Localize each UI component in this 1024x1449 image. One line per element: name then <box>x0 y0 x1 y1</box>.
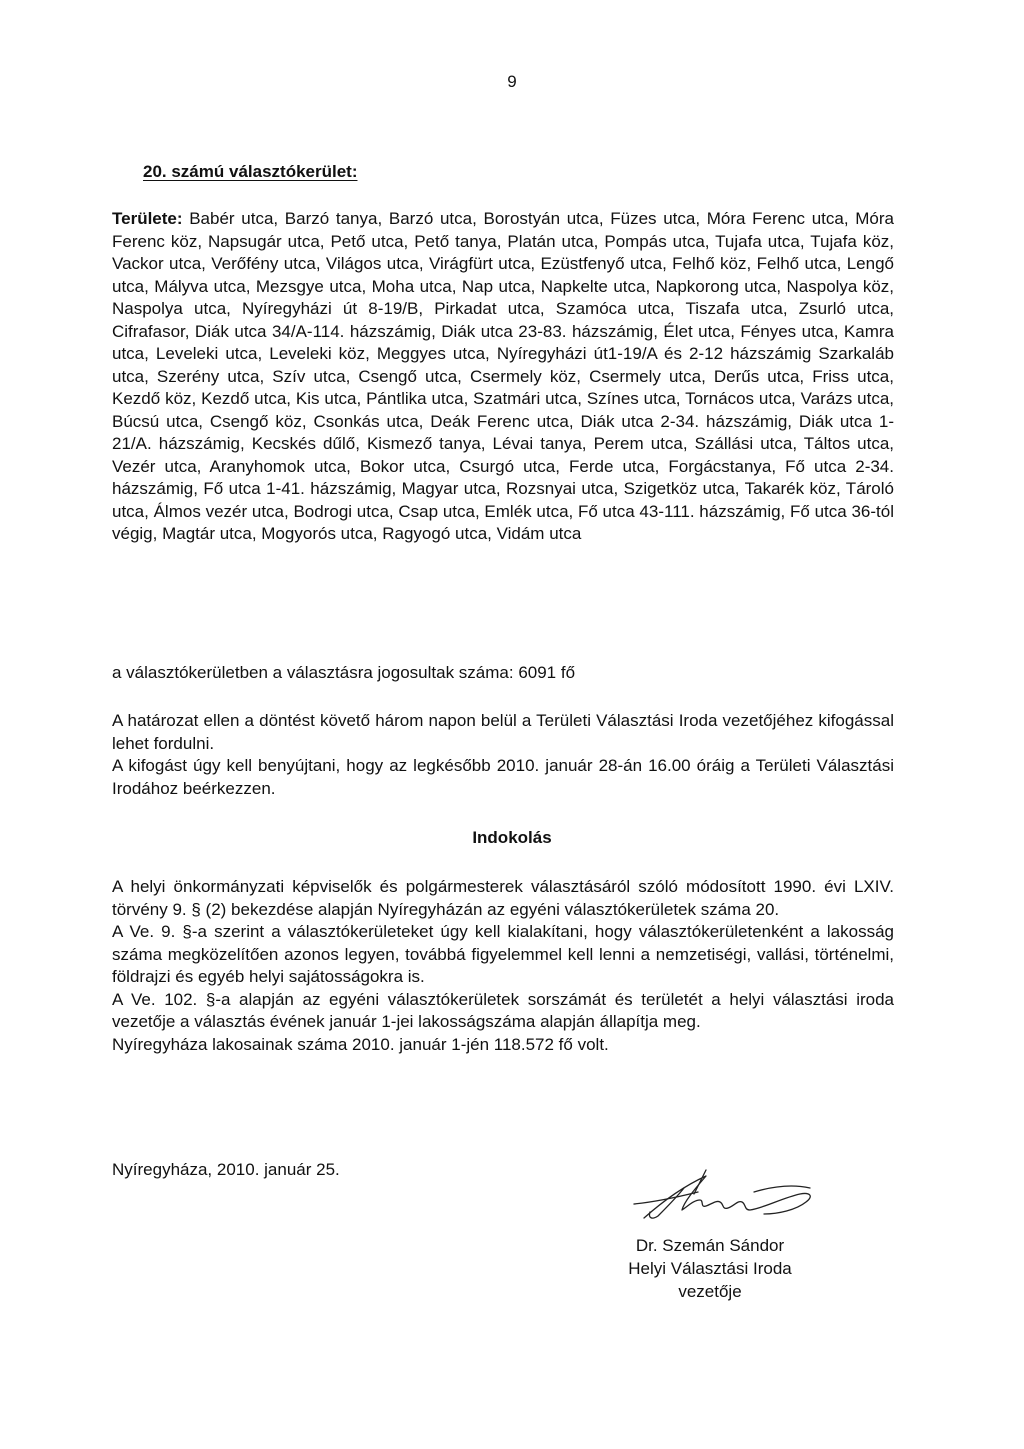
reasoning-paragraph-2: A Ve. 9. §-a szerint a választókerületeket úgy kell kialakítani, hogy választókerületenként a lakosság száma megközelítően azonos legyen, továbbá figyelemmel kell lenni a nemzetiségi, vallási, történelmi, földrajzi és egyéb helyi sajátosságokra is. <box>112 922 894 986</box>
appeal-section <box>112 710 894 800</box>
signer-block <box>560 1234 860 1303</box>
reasoning-paragraph-3: A Ve. 102. §-a alapján az egyéni választókerületek sorszámát és területét a helyi választási iroda vezetője a választás évének január 1-jei lakosságszáma alapján állapítja meg. <box>112 989 894 1031</box>
signer-role: vezetője <box>678 1282 742 1301</box>
area-text: Babér utca, Barzó tanya, Barzó utca, Borostyán utca, Füzes utca, Móra Ferenc utca, Móra Ferenc köz, Napsugár utca, Pető utca, Pető tanya, Platán utca, Pompás utca, Tujafa utca, Tujafa köz, Vackor utca, Verőfény utca, Világos utca, Virágfürt utca, Ezüstfenyő utca, Felhő köz, Felhő utca, Lengő utca, Mályva utca, Mezsgye utca, Moha utca, Nap utca, Napkelte utca, Napkorong utca, Naspolya köz, Naspolya utca, Nyíregyházi út 8-19/B, Pirkadat utca, Szamóca utca, Tiszafa utca, Zsurló utca, Cifrafasor, Diák utca 34/A-114. házszámig, Diák utca 23-83. házszámig, Élet utca, Fényes utca, Kamra utca, Leveleki utca, Leveleki köz, Meggyes utca, Nyíregyházi út1-19/A és 2-12 házszámig Szarkaláb utca, Szerény utca, Szív utca, Csengő utca, Csermely köz, Csermely utca, Derűs utca, Friss utca, Kezdő köz, Kezdő utca, Kis utca, Pántlika utca, Szatmári utca, Színes utca, Tornácos utca, Varázs utca, Búcsú utca, Csengő köz, Csonkás utca, Deák Ferenc utca, Diák utca 2-34. házszámig, Diák utca 1-21/A. házszámig, Kecskés dűlő, Kismező tanya, Lévai tanya, Perem utca, Szállási utca, Táltos utca, Vezér utca, Aranyhomok utca, Bokor utca, Csurgó utca, Ferde utca, Forgácstanya, Fő utca 2-34. házszámig, Fő utca 1-41. házszámig, Magyar utca, Rozsnyai utca, Szigetköz utca, Takarék köz, Tároló utca, Álmos vezér utca, Bodrogi utca, Csap utca, Emlék utca, Fő utca 43-111. házszámig, Fő utca 36-tól végig, Magtár utca, Mogyorós utca, Ragyogó utca, Vidám utca <box>112 209 894 543</box>
signer-title: Helyi Választási Iroda <box>628 1259 792 1278</box>
reasoning-section <box>112 876 894 1056</box>
district-heading: 20. számú választókerület: <box>143 162 358 181</box>
area-label: Területe: <box>112 209 183 228</box>
page-number: 9 <box>507 72 517 91</box>
district-area-paragraph <box>112 208 894 546</box>
signer-name: Dr. Szemán Sándor <box>635 1236 785 1255</box>
eligible-voters: a választókerületben a választásra jogosultak száma: 6091 fő <box>112 663 576 682</box>
reasoning-paragraph-4: Nyíregyháza lakosainak száma 2010. január 1-jén 118.572 fő volt. <box>112 1034 609 1054</box>
place-date: Nyíregyháza, 2010. január 25. <box>112 1160 340 1179</box>
appeal-paragraph-1: A határozat ellen a döntést követő három napon belül a Területi Választási Iroda vezetőjéhez kifogással lehet fordulni. <box>112 711 894 753</box>
handwritten-signature <box>614 1158 828 1232</box>
reasoning-title: Indokolás <box>472 828 552 847</box>
reasoning-paragraph-1: A helyi önkormányzati képviselők és polgármesterek választásáról szóló módosított 1990. évi LXIV. törvény 9. § (2) bekezdése alapján Nyíregyházán az egyéni választókerületek száma 20. <box>112 877 894 919</box>
appeal-paragraph-2: A kifogást úgy kell benyújtani, hogy az legkésőbb 2010. január 28-án 16.00 óráig a Területi Választási Irodához beérkezzen. <box>112 756 894 798</box>
